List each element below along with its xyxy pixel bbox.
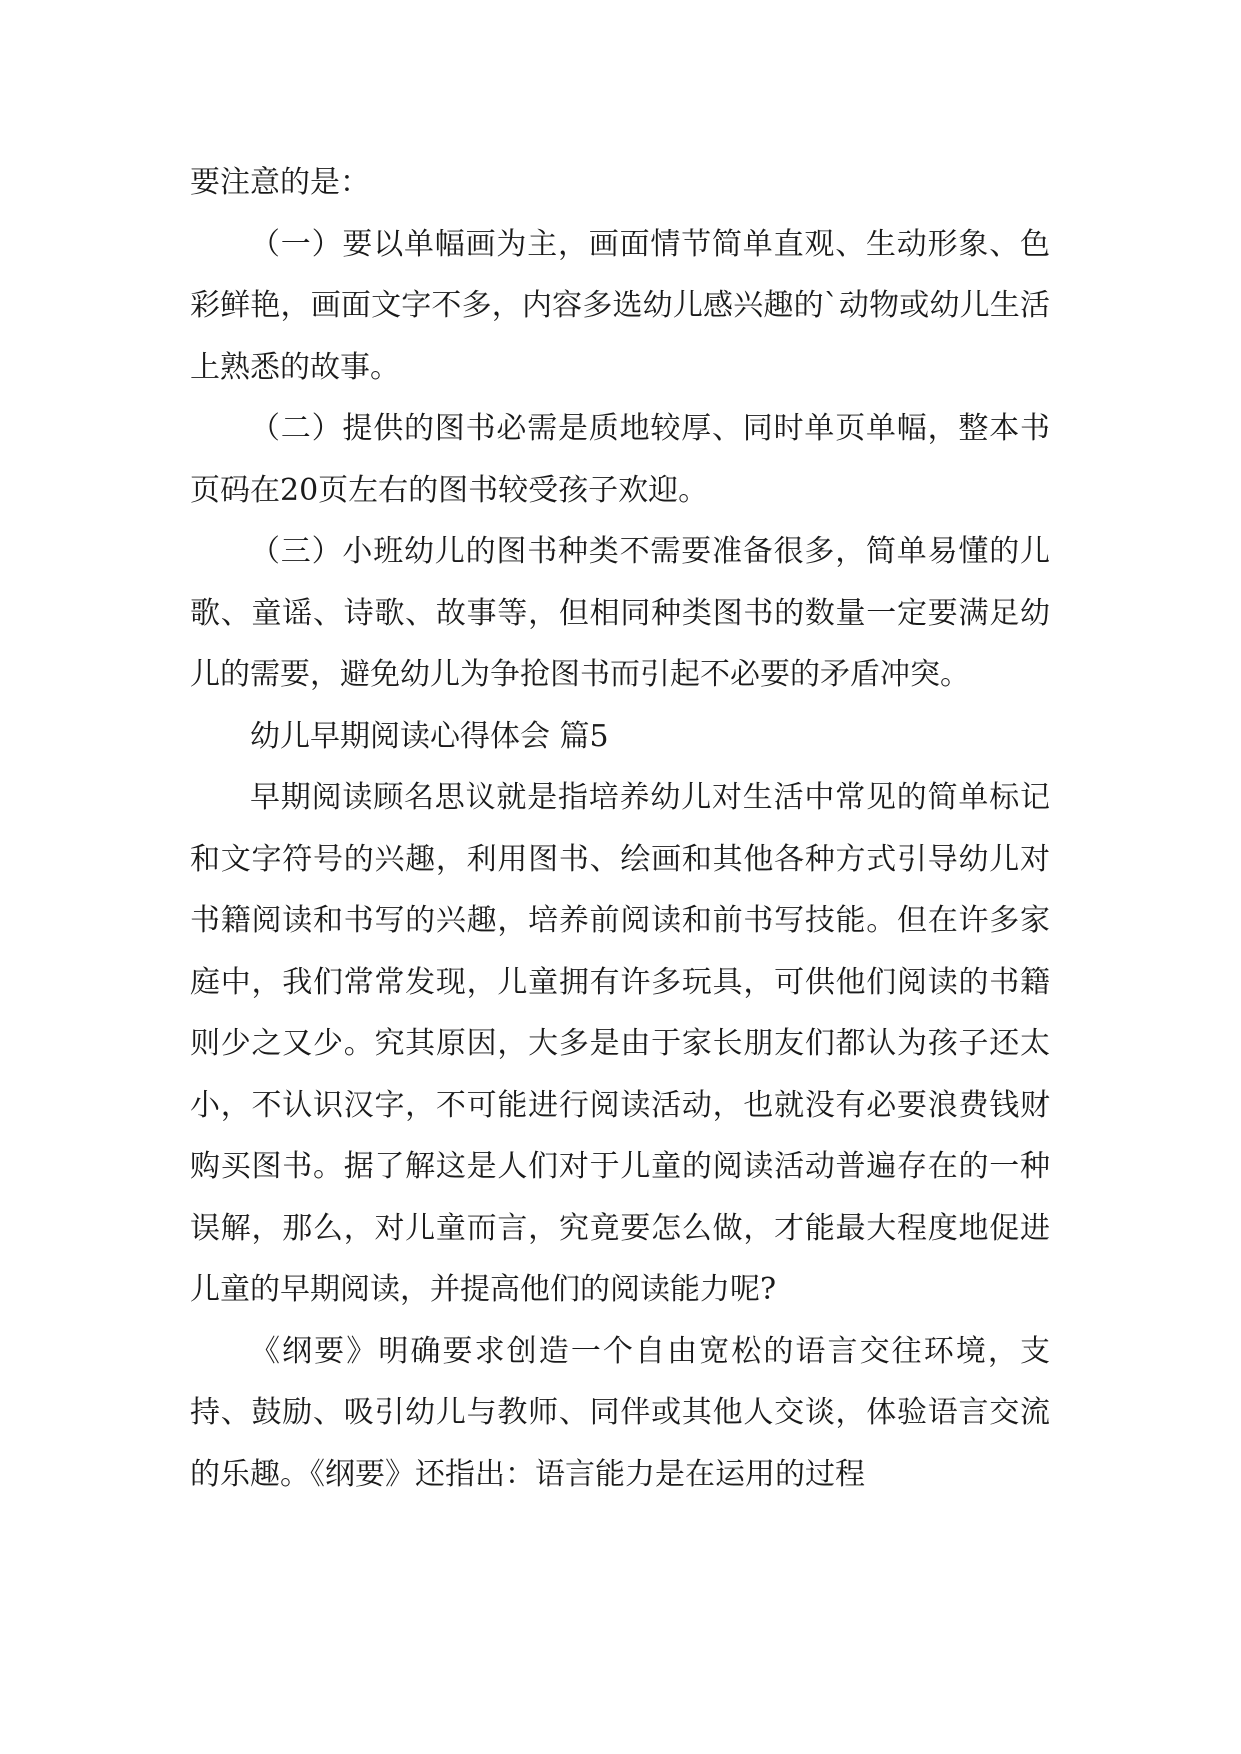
paragraph-point-three: （三）小班幼儿的图书种类不需要准备很多，简单易懂的儿歌、童谣、诗歌、故事等，但相同种类图书的数量一定要满足幼儿的需要，避免幼儿为争抢图书而引起不必要的矛盾冲突。 [190, 534, 1050, 692]
paragraph-point-two: （二）提供的图书必需是质地较厚、同时单页单幅，整本书页码在20页左右的图书较受孩子欢迎。 [190, 411, 1050, 508]
paragraph-point-one: （一）要以单幅画为主，画面情节简单直观、生动形象、色彩鲜艳，画面文字不多，内容多选幼儿感兴趣的`动物或幼儿生活上熟悉的故事。 [190, 226, 1050, 385]
paragraph-intro: 要注意的是： [190, 165, 370, 200]
section-heading: 幼儿早期阅读心得体会 篇5 [250, 718, 609, 754]
document-body [190, 152, 1050, 1505]
paragraph-body-two: 《纲要》明确要求创造一个自由宽松的语言交往环境，支持、鼓励、吸引幼儿与教师、同伴或其他人交谈，体验语言交流的乐趣。《纲要》还指出：语言能力是在运用的过程 [190, 1333, 1050, 1492]
paragraph-body-one: 早期阅读顾名思议就是指培养幼儿对生活中常见的简单标记和文字符号的兴趣，利用图书、绘画和其他各种方式引导幼儿对书籍阅读和书写的兴趣，培养前阅读和前书写技能。但在许多家庭中，我们常常发现，儿童拥有许多玩具，可供他们阅读的书籍则少之又少。究其原因，大多是由于家长朋友们都认为孩子还太小，不认识汉字，不可能进行阅读活动，也就没有必要浪费钱财购买图书。据了解这是人们对于儿童的阅读活动普遍存在的一种误解，那么，对儿童而言，究竟要怎么做，才能最大程度地促进儿童的早期阅读，并提高他们的阅读能力呢? [190, 780, 1050, 1307]
